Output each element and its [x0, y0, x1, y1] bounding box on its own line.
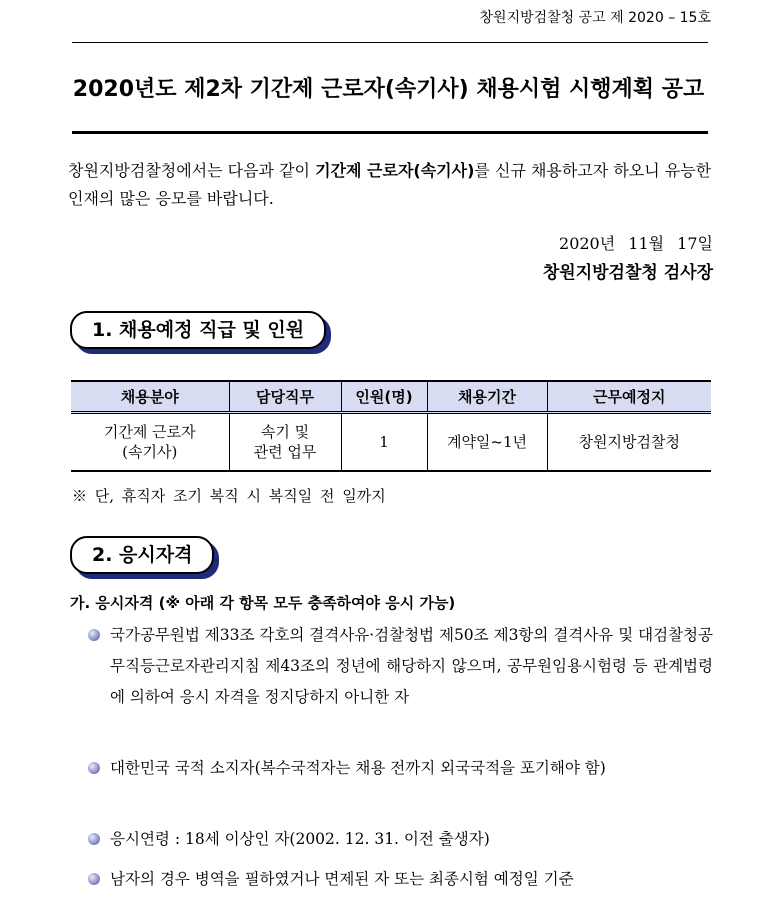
col-header-period: 채용기간 — [427, 381, 547, 413]
document-title: 2020년도 제2차 기간제 근로자(속기사) 채용시험 시행계획 공고 — [72, 77, 705, 102]
notice-date: 2020년 11월 17일 — [559, 234, 713, 253]
table-header-row — [71, 381, 711, 413]
qualification-list — [88, 620, 713, 895]
col-header-field: 채용분야 — [71, 381, 229, 413]
notice-number: 창원지방검찰청 공고 제 2020 – 15호 — [479, 10, 711, 26]
intro-paragraph — [68, 157, 718, 213]
section-2-heading: 2. 응시자격 — [70, 536, 214, 574]
list-item-text: 응시연령 : 18세 이상인 자(2002. 12. 31. 이전 출생자) — [110, 830, 490, 848]
list-item-text: 대한민국 국적 소지자(복수국적자는 채용 전까지 외국국적을 포기해야 함) — [110, 759, 606, 777]
list-item — [88, 864, 713, 895]
table-note: ※ 단, 휴직자 조기 복직 시 복직일 전 일까지 — [72, 487, 386, 505]
cell-count: 1 — [341, 413, 427, 472]
cell-field — [71, 413, 229, 472]
list-item-text: 국가공무원법 제33조 각호의 결격사유·검찰청법 제50조 제3항의 결격사유 및 대검찰청공무직등근로자관리지침 제43조의 정년에 해당하지 않으며, 공무원임용시험령 등 관계법령에 의하여 응시 자격을 정지당하지 아니한 자 — [110, 626, 713, 706]
col-header-count: 인원(명) — [341, 381, 427, 413]
col-header-location: 근무예정지 — [547, 381, 711, 413]
cell-duty-line2: 관련 업무 — [253, 443, 317, 461]
title-divider — [72, 131, 708, 134]
cell-period: 계약일~1년 — [427, 413, 547, 472]
subsection-a-heading: 가. 응시자격 (※ 아래 각 항목 모두 충족하여야 응시 가능) — [70, 594, 456, 612]
list-item — [88, 753, 713, 815]
intro-text-1: 창원지방검찰청에서는 다음과 같이 — [68, 161, 316, 180]
list-item — [88, 620, 713, 744]
cell-field-line2: (속기사) — [122, 443, 178, 461]
bullet-icon — [88, 762, 100, 774]
list-item-text: 남자의 경우 병역을 필하였거나 면제된 자 또는 최종시험 예정일 기준 — [110, 870, 574, 888]
header-divider — [72, 42, 708, 43]
col-header-duty: 담당직무 — [229, 381, 341, 413]
bullet-icon — [88, 629, 100, 641]
cell-field-line1: 기간제 근로자 — [103, 423, 196, 441]
intro-bold-job: 기간제 근로자(속기사) — [315, 161, 475, 180]
list-item — [88, 824, 713, 855]
section-1-heading: 1. 채용예정 직급 및 인원 — [70, 311, 326, 349]
bullet-icon — [88, 833, 100, 845]
table-row — [71, 413, 711, 472]
cell-location: 창원지방검찰청 — [547, 413, 711, 472]
intro-text-2: 를 신규 채용하고자 하오니 유능한 인재의 많은 응모를 바랍니다. — [68, 161, 712, 208]
bullet-icon — [88, 873, 100, 885]
cell-duty — [229, 413, 341, 472]
cell-duty-line1: 속기 및 — [260, 423, 310, 441]
recruitment-table — [71, 380, 711, 472]
signature: 창원지방검찰청 검사장 — [542, 263, 713, 283]
